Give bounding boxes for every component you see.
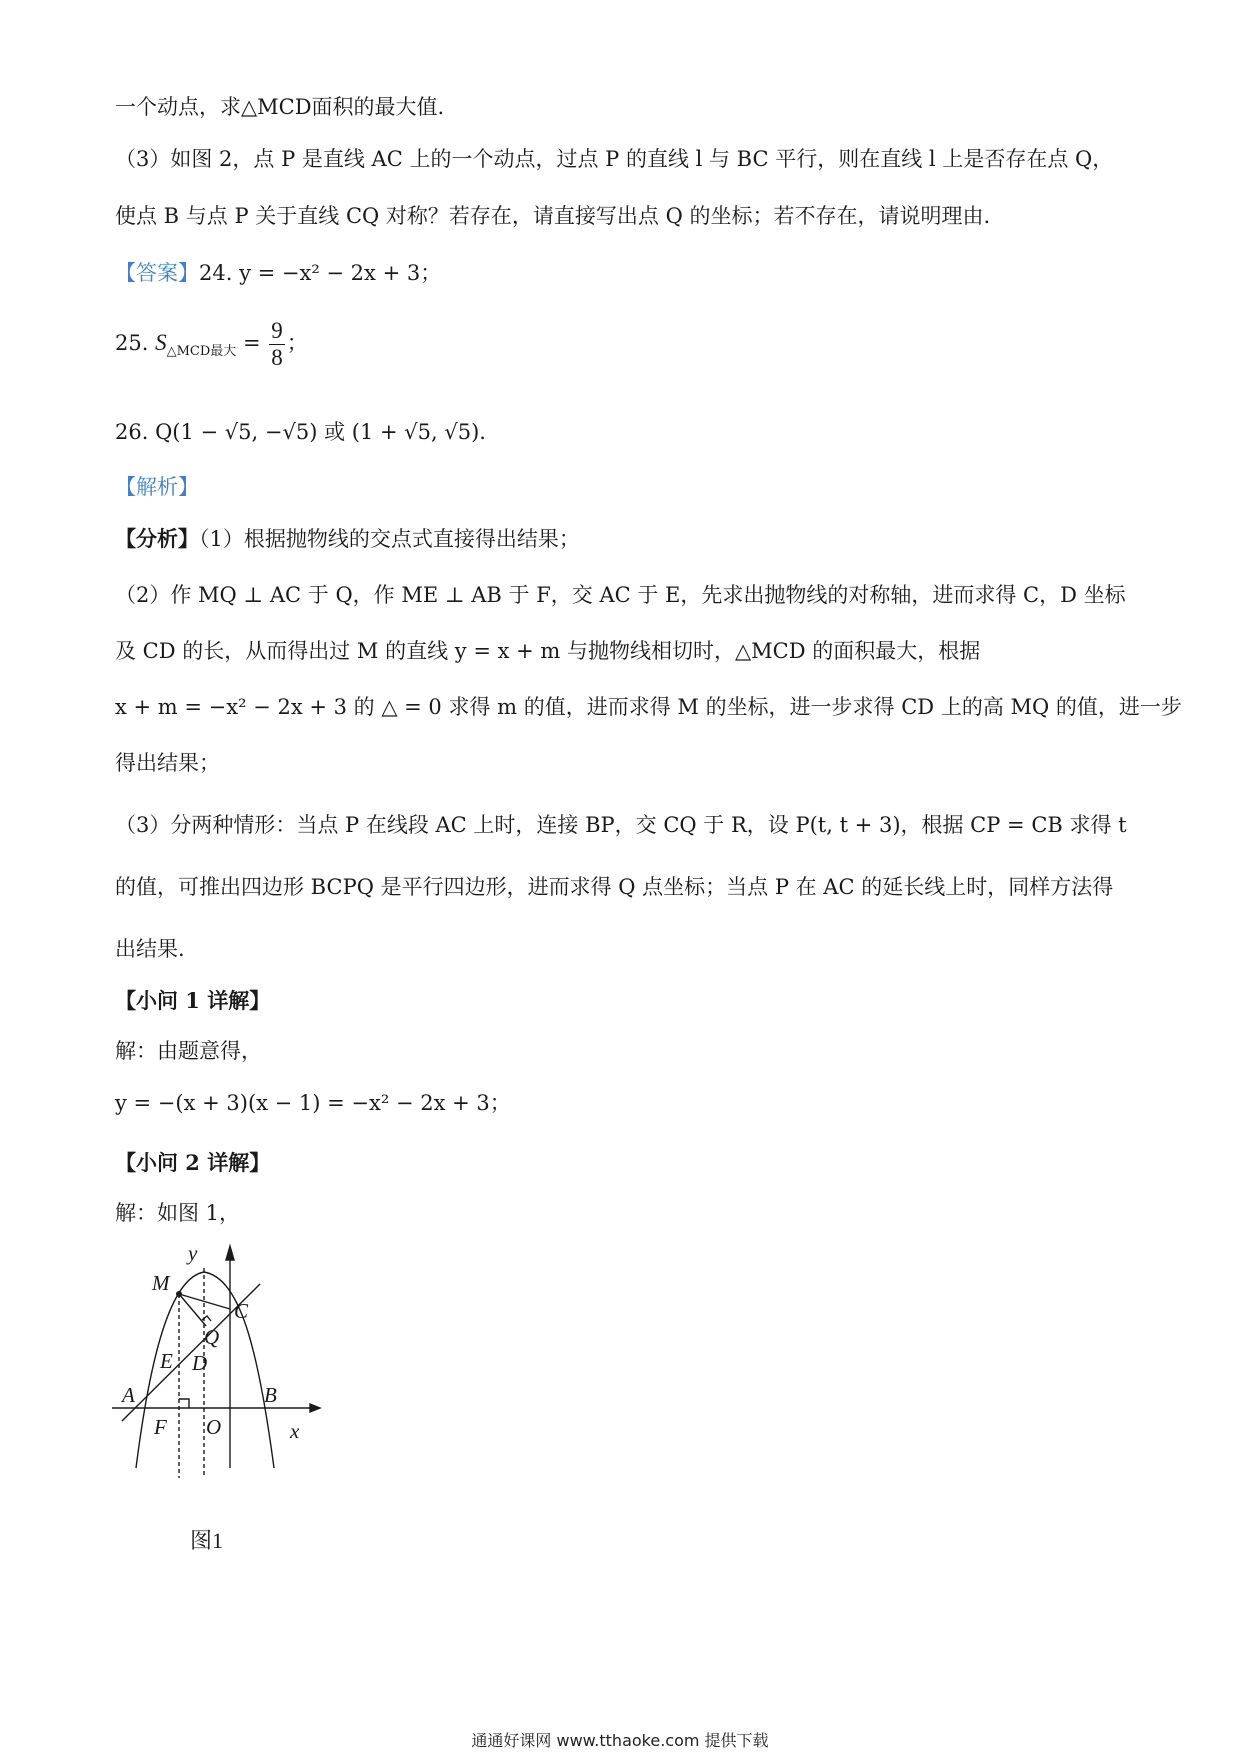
label-f: F: [154, 1415, 167, 1439]
answer-tag: 【答案】: [115, 261, 199, 285]
solution-line: 解：由题意得，: [115, 1039, 262, 1063]
analysis-tag: 【解析】: [115, 475, 199, 499]
solution-equation: y = −(x + 3)(x − 1) = −x² − 2x + 3；: [115, 1091, 511, 1115]
label-b: B: [264, 1383, 277, 1407]
label-e: E: [160, 1349, 173, 1373]
analysis-line: （2）作 MQ ⊥ AC 于 Q，作 ME ⊥ AB 于 F，交 AC 于 E，先求出抛物线的对称轴，进而求得 C，D 坐标: [115, 583, 1126, 607]
right-angle-mark: [179, 1399, 189, 1408]
analysis-line: 出结果.: [115, 937, 185, 961]
solution-line: 解：如图 1，: [115, 1201, 241, 1225]
answer-26: 26. Q(1 − √5, −√5) 或 (1 + √5, √5).: [115, 420, 486, 444]
analysis-line: （3）分两种情形：当点 P 在线段 AC 上时，连接 BP，交 CQ 于 R，设 P(t, t + 3)，根据 CP = CB 求得 t: [115, 813, 1127, 837]
answer-line: [115, 258, 441, 288]
analysis-line: 得出结果；: [115, 751, 220, 775]
y-axis-arrow: [226, 1246, 234, 1260]
figure-caption: 图1: [190, 1528, 224, 1553]
answer-24: 24. y = −x² − 2x + 3；: [199, 261, 442, 285]
point-m: [176, 1291, 182, 1297]
text-line: 使点 B 与点 P 关于直线 CQ 对称？若存在，请直接写出点 Q 的坐标；若不存在，请说明理由.: [115, 204, 991, 228]
analysis-line: 的值，可推出四边形 BCPQ 是平行四边形，进而求得 Q 点坐标；当点 P 在 AC 的延长线上时，同样方法得: [115, 875, 1114, 899]
label-a: A: [122, 1383, 135, 1407]
label-y: y: [188, 1241, 198, 1265]
figure-1-diagram: [110, 1238, 330, 1568]
line-mq: [179, 1294, 206, 1326]
label-d: D: [192, 1351, 208, 1375]
section-heading: 【小问 2 详解】: [115, 1150, 271, 1175]
text-line: 一个动点，求△MCD面积的最大值.: [115, 95, 445, 119]
analysis-line: 及 CD 的长，从而得出过 M 的直线 y = x + m 与抛物线相切时，△MCD 的面积最大，根据: [115, 639, 981, 663]
text-line: （3）如图 2，点 P 是直线 AC 上的一个动点，过点 P 的直线 l 与 BC 平行，则在直线 l 上是否存在点 Q，: [115, 147, 1114, 171]
analysis-line: 【分析】（1）根据抛物线的交点式直接得出结果；: [115, 526, 580, 551]
footer: 通通好课网 www.tthaoke.com 提供下载: [471, 1731, 769, 1750]
label-c: C: [234, 1299, 249, 1323]
analysis-line: x + m = −x² − 2x + 3 的 △ = 0 求得 m 的值，进而求得 M 的坐标，进一步求得 CD 上的高 MQ 的值，进一步: [115, 695, 1182, 719]
label-m: M: [152, 1271, 170, 1295]
answer-25: 25. $S_{\triangle MCD最大}$ = $\frac{9}{8}$ ；: [115, 318, 308, 370]
label-o: O: [206, 1415, 222, 1439]
fraction: $\frac{9}{8}$: [271, 318, 283, 370]
section-heading: 【小问 1 详解】: [115, 988, 271, 1013]
analysis-heading: 【分析】: [115, 526, 199, 551]
label-x: x: [290, 1419, 300, 1443]
x-axis-arrow: [310, 1404, 320, 1412]
label-q: Q: [204, 1325, 220, 1349]
